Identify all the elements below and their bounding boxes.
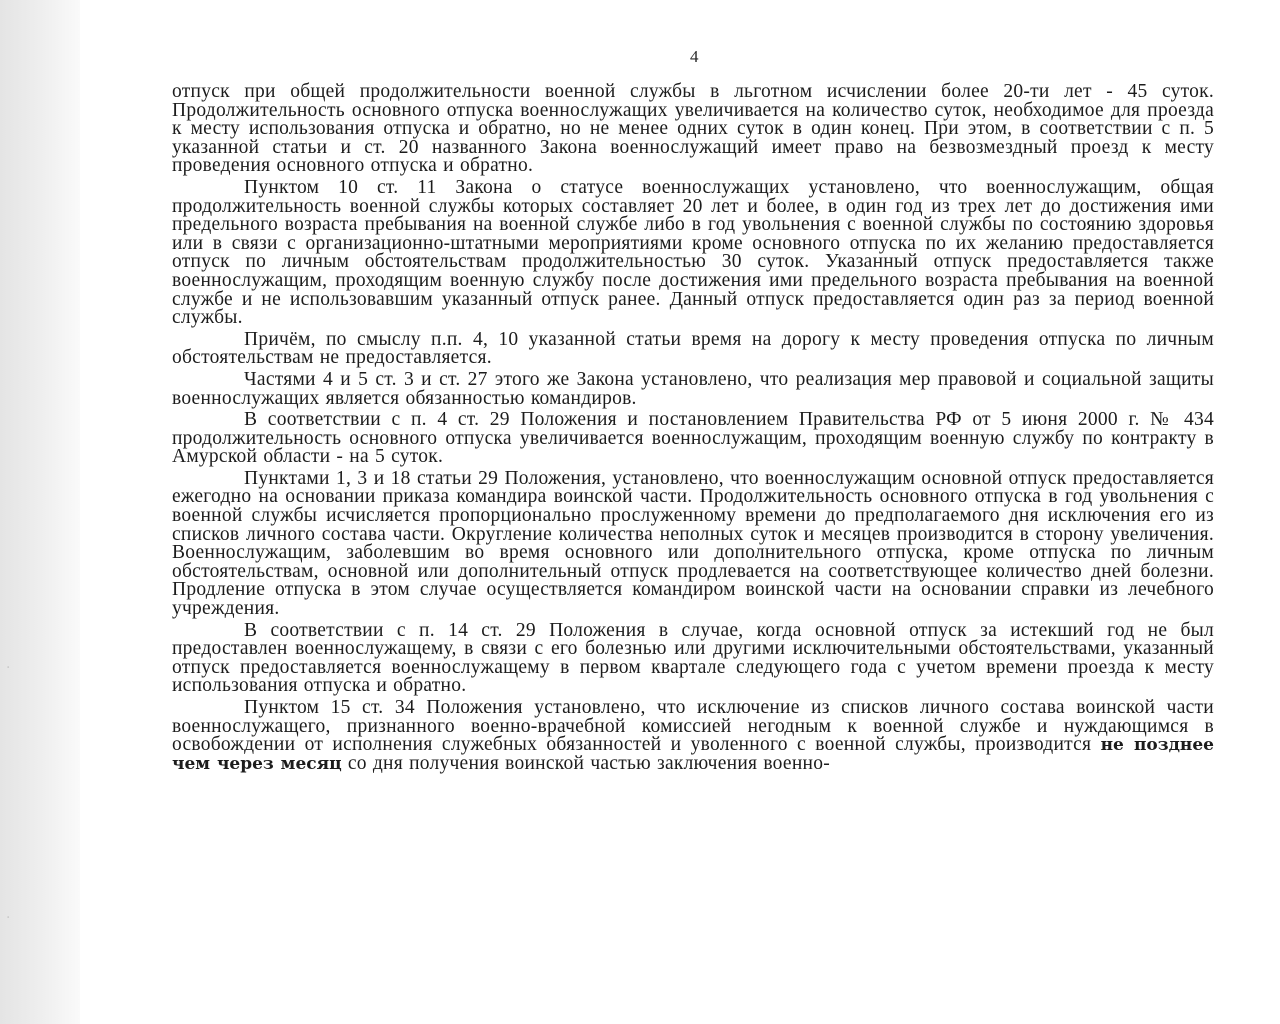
paragraph-3: Причём, по смыслу п.п. 4, 10 указанной статьи время на дорогу к месту проведения отпуска по личным обстоятельствам не предоставляется. [172,328,1214,369]
scan-shadow-edge [0,0,80,1024]
paragraph-8-bold-phrase: не позднее чем через месяц [172,735,1214,774]
bleed-through-mark: · [6,660,11,676]
paragraph-6: Пунктами 1, 3 и 18 статьи 29 Положения, установлено, что военнослужащим основной отпуск предоставляется ежегодно на основании приказа командира воинской части. Продолжительность основного отпуска в год увольнения с военной службы исчисляется пропорционально прослуженному времени до предполагаемого дня исключения его из списков личного состава части. Округление количества неполных суток и месяцев производится в сторону увеличения. Военнослужащим, заболевшим во время основного или дополнительного отпуска, кроме отпуска по личным обстоятельствам, основной или дополнительный отпуск продлевается на соответствующее количество дней болезни. Продление отпуска в этом случае осуществляется командиром воинской части на основании справки из лечебного учреждения. [172,467,1214,620]
paragraph-8 [172,699,1214,773]
paragraph-1: отпуск при общей продолжительности военной службы в льготном исчислении более 20-ти лет - 45 суток. Продолжительность основного отпуска военнослужащих увеличивается на количество суток, необходимое для проезда к месту использования отпуска и обратно, но не менее одних суток в один конец. При этом, в соответствии с п. 5 указанной статьи и ст. 20 названного Закона военнослужащий имеет право на безвозмездный проезд к месту проведения основного отпуска и обратно. [172,81,1214,177]
page-number: 4 [690,47,699,66]
paragraph-2: Пунктом 10 ст. 11 Закона о статусе военнослужащих установлено, что военнослужащим, общая продолжительность военной службы которых составляет 20 лет и более, в один год из трех лет до достижения ими предельного возраста пребывания на военной службе либо в год увольнения с военной службы по состоянию здоровья или в связи с организационно-штатными мероприятиями кроме основного отпуска по их желанию предоставляется отпуск по личным обстоятельствам продолжительностью 30 суток. Указанный отпуск предоставляется также военнослужащим, проходящим военную службу после достижения ими предельного возраста пребывания на военной службе и не использовавшим указанный отпуск ранее. Данный отпуск предоставляется один раз за период военной службы. [172,176,1214,329]
paragraph-4: Частями 4 и 5 ст. 3 и ст. 27 этого же Закона установлено, что реализация мер правовой и социальной защиты военнослужащих является обязанностью командиров. [172,368,1214,409]
bleed-through-mark: · [6,910,11,926]
document-body [172,83,1214,776]
paragraph-8-text: Пунктом 15 ст. 34 Положения установлено, что исключение из списков личного состава воинской части военнослужащего, признанного военно-врачебной комиссией негодным к военной службе и нуждающимся в освобождении от исполнения служебных обязанностей и уволенного с военной службы, производится [172,697,1214,756]
paragraph-5: В соответствии с п. 4 ст. 29 Положения и постановлением Правительства РФ от 5 июня 2000 г. № 434 продолжительность основного отпуска увеличивается военнослужащим, проходящим военную службу по контракту в Амурской области - на 5 суток. [172,409,1214,468]
paragraph-8-continuation: со дня получения воинской частью заключения военно- [341,752,830,774]
paragraph-7: В соответствии с п. 14 ст. 29 Положения в случае, когда основной отпуск за истекший год не был предоставлен военнослужащему, в связи с его болезнью или другими исключительными обстоятельствами, указанный отпуск предоставляется военнослужащему в первом квартале следующего года с учетом времени проезда к месту использования отпуска и обратно. [172,619,1214,697]
